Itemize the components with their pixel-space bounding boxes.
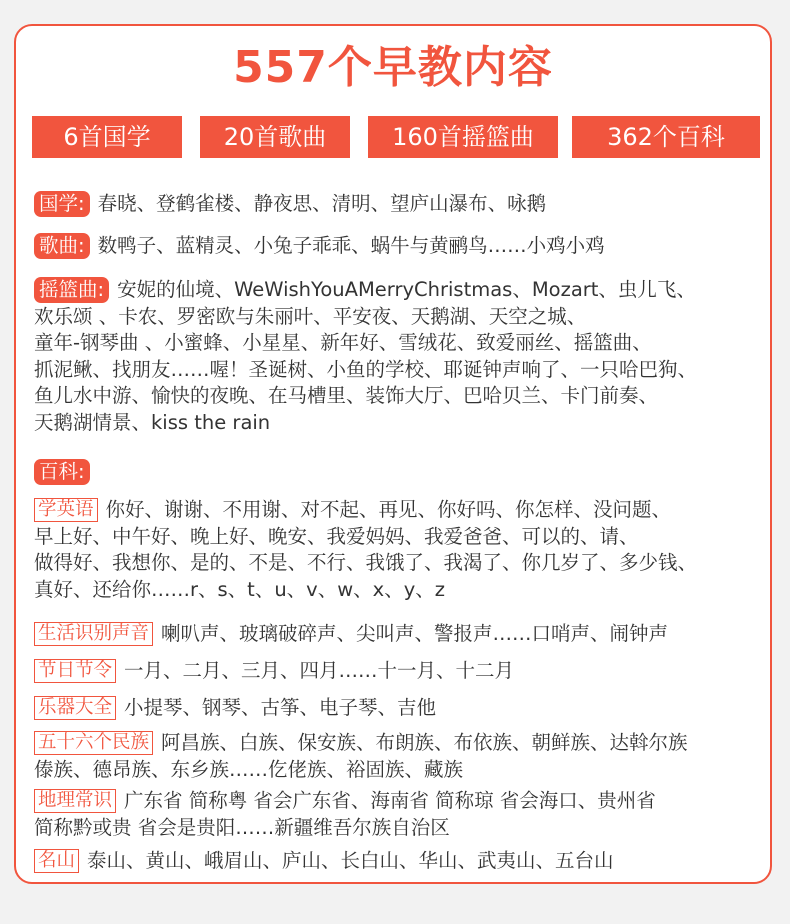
jieri-tag: 节日节令 [34, 659, 116, 683]
xueyingyu-line: 早上好、中午好、晚上好、晚安、我爱妈妈、我爱爸爸、可以的、请、 [34, 524, 639, 548]
minzu-tag: 五十六个民族 [34, 731, 153, 755]
gequ-text: 数鸭子、蓝精灵、小兔子乖乖、蜗牛与黄鹂鸟……小鸡小鸡 [97, 234, 605, 257]
section-jieri [34, 658, 762, 684]
stat-guoxue: 6首国学 [32, 116, 182, 158]
stat-yaolanqu: 160首摇篮曲 [368, 116, 558, 158]
section-dili [34, 788, 762, 841]
yaolanqu-line: 童年-钢琴曲 、小蜜蜂、小星星、新年好、雪绒花、致爱丽丝、摇篮曲、 [34, 331, 652, 354]
guoxue-text: 春晓、登鹤雀楼、静夜思、清明、望庐山瀑布、咏鹅 [97, 192, 547, 215]
stat-gequ: 20首歌曲 [200, 116, 350, 158]
section-shenghuo [34, 621, 762, 647]
yueqi-tag: 乐器大全 [34, 696, 116, 720]
xueyingyu-tag: 学英语 [34, 498, 98, 522]
yaolanqu-line: 天鹅湖情景、kiss the rain [34, 410, 271, 434]
shenghuo-tag: 生活识别声音 [34, 622, 153, 646]
dili-line: 简称黔或贵 省会是贵阳……新疆维吾尔族自治区 [34, 815, 450, 839]
dili-line: 广东省 简称粤 省会广东省、海南省 简称琼 省会海口、贵州省 [124, 789, 656, 812]
section-minzu [34, 730, 762, 783]
section-yueqi [34, 695, 762, 721]
guoxue-tag: 国学: [34, 191, 90, 217]
minzu-line: 傣族、德昂族、东乡族……仡佬族、裕固族、藏族 [34, 757, 464, 781]
minzu-line: 阿昌族、白族、保安族、布朗族、布依族、朝鲜族、达斡尔族 [161, 731, 688, 754]
xueyingyu-line: 你好、谢谢、不用谢、对不起、再见、你好吗、你怎样、没问题、 [105, 498, 672, 521]
xueyingyu-line: 做得好、我想你、是的、不是、不行、我饿了、我渴了、你几岁了、多少钱、 [34, 551, 698, 574]
yaolanqu-line: 鱼儿水中游、愉快的夜晚、在马槽里、装饰大厅、巴哈贝兰、卡门前奏、 [34, 384, 659, 407]
yaolanqu-line: 安妮的仙境、WeWishYouAMerryChristmas、Mozart、虫儿飞、 [117, 278, 696, 301]
shenghuo-text: 喇叭声、玻璃破碎声、尖叫声、警报声……口哨声、闹钟声 [161, 622, 669, 645]
section-guoxue [34, 191, 762, 217]
section-xueyingyu [34, 497, 762, 603]
yaolanqu-tag: 摇篮曲: [34, 277, 109, 303]
gequ-tag: 歌曲: [34, 233, 90, 259]
section-yaolanqu [34, 277, 762, 436]
xueyingyu-line: 真好、还给你……r、s、t、u、v、w、x、y、z [34, 577, 445, 601]
stats-bar [32, 116, 754, 158]
jieri-text: 一月、二月、三月、四月……十一月、十二月 [124, 659, 515, 682]
yaolanqu-line: 抓泥鳅、找朋友……喔！圣诞树、小鱼的学校、耶诞钟声响了、一只哈巴狗、 [34, 357, 698, 381]
yueqi-text: 小提琴、钢琴、古筝、电子琴、吉他 [124, 696, 437, 719]
mingshan-text: 泰山、黄山、峨眉山、庐山、长白山、华山、武夷山、五台山 [87, 849, 614, 872]
stat-baike: 362个百科 [572, 116, 760, 158]
page-title: 557个早教内容 [233, 42, 553, 93]
mingshan-tag: 名山 [34, 849, 79, 873]
section-mingshan [34, 848, 762, 874]
content-card [14, 24, 772, 884]
yaolanqu-line: 欢乐颂 、卡农、罗密欧与朱丽叶、平安夜、天鹅湖、天空之城、 [34, 304, 587, 328]
dili-tag: 地理常识 [34, 789, 116, 813]
section-gequ [34, 233, 762, 259]
baike-tag: 百科: [34, 459, 90, 485]
section-baike [34, 459, 762, 485]
